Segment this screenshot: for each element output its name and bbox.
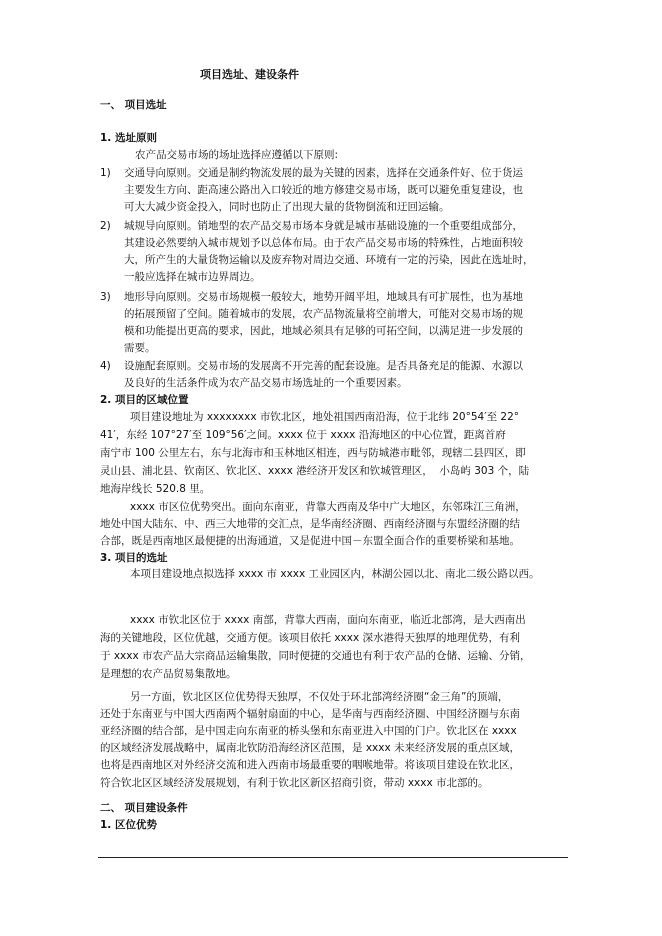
location-paragraph-line: 南宁市 100 公里左右，东与北海市和玉林地区相连，西与防城港市毗邻，现辖二县四区，即 (100, 447, 526, 459)
principle-2-line: 城规导向原则。销地型的农产品交易市场本身就是城市基础设施的一个重要组成部分， (124, 220, 523, 232)
principle-3-line: 的拓展预留了空间。随着城市的发展，农产品物流量将空前增大，可能对交易市场的规 (124, 308, 523, 320)
principle-3-number: 3) (100, 291, 111, 303)
site-selection-line: 本项目建设地点拟选择 xxxx 市 xxxx 工业园区内，林湖公园以北、南北二级公路以西。 (130, 568, 540, 580)
qinbei-advantage-line: 亚经济圈的结合部，是中国走向东南亚的桥头堡和东南亚进入中国的门户。钦北区在 xxxx (100, 725, 517, 737)
qinbei-paragraph-line: xxxx 市钦北区位于 xxxx 南部，背靠大西南，面向东南亚，临近北部湾，是大西南出 (130, 614, 526, 626)
advantage-paragraph-line: xxxx 市区位优势突出。面向东南亚，背靠大西南及华中广大地区，东邻珠江三角洲， (130, 501, 526, 513)
advantage-paragraph-line: 地处中国大陆东、中、西三大地带的交汇点，是华南经济圈、西南经济圈与东盟经济圈的结 (100, 518, 520, 530)
principle-2-number: 2) (100, 220, 111, 232)
principle-4-line: 设施配套原则。交易市场的发展离不开完善的配套设施。是否具备充足的能源、水源以 (124, 360, 523, 372)
principle-4-number: 4) (100, 360, 111, 372)
location-paragraph-line: 地海岸线长 520.8 里。 (100, 483, 211, 495)
subsection-1-heading: 1. 选址原则 (100, 132, 157, 144)
principle-1-line: 交通导向原则。交通是制约物流发展的最为关键的因素，选择在交通条件好、位于货运 (124, 167, 523, 179)
site-principles-intro: 农产品交易市场的场址选择应遵循以下原则: (135, 149, 339, 161)
qinbei-advantage-line: 的区域经济发展战略中，属南北钦防沿海经济区范围，是 xxxx 未来经济发展的重点区域， (100, 742, 521, 754)
section-2-heading: 二、 项目建设条件 (100, 802, 188, 814)
principle-3-line: 模和功能提出更高的要求，因此，地域必须具有足够的可拓空间，以满足进一步发展的 (124, 325, 523, 337)
subsection-2-heading: 2. 项目的区域位置 (100, 394, 189, 406)
qinbei-paragraph-line: 海的关键地段，区位优越，交通方便。该项目依托 xxxx 深水港得天独厚的地理优势，有利 (100, 632, 521, 644)
principle-2-line: 其建设必然要纳入城市规划予以总体布局。由于农产品交易市场的特殊性，占地面积较 (124, 237, 523, 249)
subsection-3-heading: 3. 项目的选址 (100, 552, 168, 564)
principle-1-line: 可大大减少资金投入，同时也防止了出现大量的货物倒流和迂回运输。 (124, 201, 450, 213)
principle-3-line: 地形导向原则。交易市场规模一般较大，地势开阔平坦，地域具有可扩展性，也为基地 (124, 291, 523, 303)
doc-title: 项目选址、建设条件 (200, 68, 299, 81)
location-paragraph-line: 41′，东经 107°27′至 109°56′之间。xxxx 位于 xxxx 沿海地区的中心位置，距离首府 (100, 429, 506, 441)
qinbei-paragraph-line: 是理想的农产品贸易集散地。 (100, 668, 237, 680)
principle-3-line: 需要。 (124, 342, 156, 354)
location-paragraph-line: 灵山县、浦北县、钦南区、钦北区、xxxx 港经济开发区和钦城管理区， 小岛屿 303 个，陆 (100, 465, 530, 477)
advantage-paragraph-line: 合部，既是西南地区最便捷的出海通道，又是促进中国－东盟全面合作的重要桥梁和基地。 (100, 535, 520, 547)
footer-rule (98, 857, 568, 858)
principle-4-line: 及良好的生活条件成为农产品交易市场选址的一个重要因素。 (124, 377, 408, 389)
qinbei-advantage-line: 还处于东南亚与中国大西南两个辐射扇面的中心，是华南与西南经济圈、中国经济圈与东南 (100, 708, 520, 720)
qinbei-advantage-line: 另一方面，钦北区区位优势得天独厚，不仅处于环北部湾经济圈“金三角”的顶端， (130, 691, 509, 703)
principle-2-line: 一般应选择在城市边界周边。 (124, 271, 261, 283)
principle-1-line: 主要发生方向、距高速公路出入口较近的地方修建交易市场，既可以避免重复建设，也 (124, 184, 523, 196)
principle-2-line: 大，所产生的大量货物运输以及废弃物对周边交通、环境有一定的污染，因此在选址时， (124, 254, 534, 266)
principle-1-number: 1) (100, 167, 111, 179)
qinbei-paragraph-line: 于 xxxx 市农产品大宗商品运输集散，同时便捷的交通也有利于农产品的仓储、运输、分销， (100, 650, 531, 662)
section-2-subsection-1-heading: 1. 区位优势 (100, 819, 157, 831)
qinbei-advantage-line: 符合钦北区区域经济发展规划，有利于钦北区新区招商引资，带动 xxxx 市北部的。 (100, 777, 489, 789)
location-paragraph-line: 项目建设地址为 xxxxxxxx 市钦北区，地处祖国西南沿海，位于北纬 20°54′至 22° (130, 411, 520, 423)
qinbei-advantage-line: 也将是西南地区对外经济交流和进入西南市场最重要的咽喉地带。将该项目建设在钦北区， (100, 759, 520, 771)
section-1-heading: 一、 项目选址 (100, 99, 167, 111)
